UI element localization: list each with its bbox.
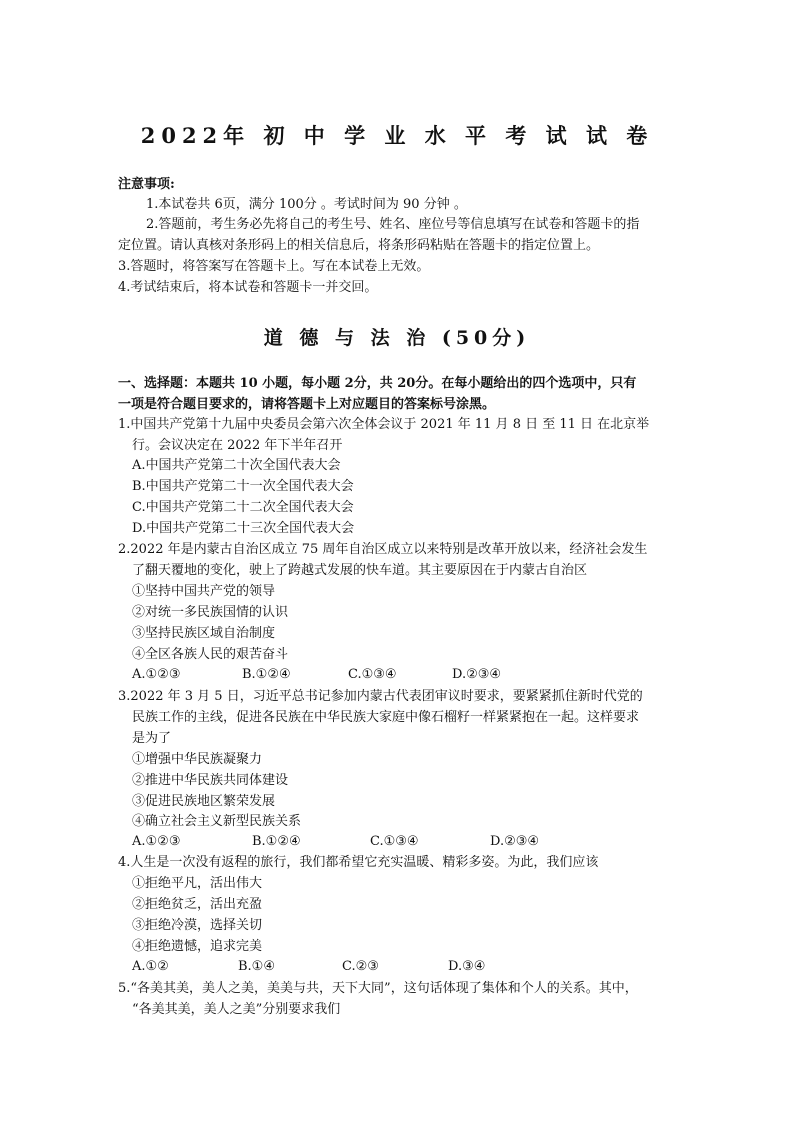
question-3-item: ④确立社会主义新型民族关系 xyxy=(132,814,302,829)
question-1-stem: 行。会议决定在 2022 年下半年召开 xyxy=(132,438,343,453)
notice-item: 2.答题前，考生务必先将自己的考生号、姓名、座位号等信息填写在试卷和答题卡的指 xyxy=(146,217,640,232)
question-4-stem: 4.人生是一次没有返程的旅行，我们都希望它充实温暖、精彩多姿。为此，我们应该 xyxy=(118,855,599,870)
choice-b: B.①②④ xyxy=(252,834,301,849)
question-1-stem: 1.中国共产党第十九届中央委员会第六次全体会议于 2021 年 11 月 8 日 至 11 日 在北京举 xyxy=(118,417,650,432)
question-2-item: ④全区各族人民的艰苦奋斗 xyxy=(132,647,289,662)
question-3-item: ③促进民族地区繁荣发展 xyxy=(132,794,276,809)
choice-d: D.③④ xyxy=(448,959,486,974)
question-2-stem: 了翻天覆地的变化，驶上了跨越式发展的快车道。其主要原因在于内蒙古自治区 xyxy=(132,563,588,578)
question-2-item: ③坚持民族区域自治制度 xyxy=(132,626,276,641)
question-3-stem: 3.2022 年 3 月 5 日，习近平总书记参加内蒙古代表团审议时要求，要紧紧抓住新时代党的 xyxy=(118,689,643,704)
notice-heading: 注意事项: xyxy=(118,177,175,192)
question-3-choices xyxy=(132,833,539,851)
question-4-choices xyxy=(132,958,485,976)
section-instruction: 一项是符合题目要求的，请将答题卡上对应题目的答案标号涂黑。 xyxy=(118,397,496,412)
notice-item: 定位置。请认真核对条形码上的相关信息后，将条形码粘贴在答题卡的指定位置上。 xyxy=(118,238,600,253)
question-2-choices xyxy=(132,666,501,684)
choice-b: B.①④ xyxy=(238,959,275,974)
choice-d: D.②③④ xyxy=(452,667,502,682)
question-3-stem: 是为了 xyxy=(132,731,172,746)
question-5-stem: “各美其美，美人之美”分别要求我们 xyxy=(132,1002,341,1017)
question-5-stem: 5.“各美其美，美人之美，美美与共，天下大同”，这句话体现了集体和个人的关系。其中， xyxy=(118,981,638,996)
subject-title: 道 德 与 法 治 (50分) xyxy=(263,327,531,349)
question-1-option: A.中国共产党第二十次全国代表大会 xyxy=(132,458,341,473)
choice-a: A.①②③ xyxy=(132,667,181,682)
choice-a: A.①② xyxy=(132,959,169,974)
question-2-item: ①坚持中国共产党的领导 xyxy=(132,584,276,599)
choice-c: C.①③④ xyxy=(348,667,397,682)
choice-c: C.①③④ xyxy=(370,834,419,849)
question-3-item: ②推进中华民族共同体建设 xyxy=(132,773,289,788)
question-1-option: D.中国共产党第二十三次全国代表大会 xyxy=(132,521,355,536)
notice-item: 1.本试卷共 6页，满分 100分 。考试时间为 90 分钟 。 xyxy=(146,197,467,212)
question-1-option: B.中国共产党第二十一次全国代表大会 xyxy=(132,479,354,494)
question-2-stem: 2.2022 年是内蒙古自治区成立 75 周年自治区成立以来特别是改革开放以来，经济社会发生 xyxy=(118,542,648,557)
question-4-item: ④拒绝遗憾，追求完美 xyxy=(132,939,263,954)
choice-d: D.②③④ xyxy=(490,834,540,849)
exam-title: 2022年 初 中 学 业 水 平 考 试 试 卷 xyxy=(140,123,654,148)
question-3-stem: 民族工作的主线，促进各民族在中华民族大家庭中像石榴籽一样紧紧抱在一起。这样要求 xyxy=(132,710,640,725)
question-4-item: ②拒绝贫乏，活出充盈 xyxy=(132,897,263,912)
question-3-item: ①增强中华民族凝聚力 xyxy=(132,752,263,767)
question-4-item: ①拒绝平凡，活出伟大 xyxy=(132,876,263,891)
question-2-item: ②对统一多民族国情的认识 xyxy=(132,605,289,620)
notice-item: 4.考试结束后，将本试卷和答题卡一并交回。 xyxy=(118,280,378,295)
section-instruction: 一、选择题：本题共 10 小题，每小题 2分，共 20分。在每小题给出的四个选项中，只有 xyxy=(118,376,637,391)
question-4-item: ③拒绝冷漠，选择关切 xyxy=(132,918,263,933)
notice-item: 3.答题时，将答案写在答题卡上。写在本试卷上无效。 xyxy=(118,259,430,274)
question-1-option: C.中国共产党第二十二次全国代表大会 xyxy=(132,500,354,515)
choice-b: B.①②④ xyxy=(242,667,291,682)
choice-a: A.①②③ xyxy=(132,834,181,849)
choice-c: C.②③ xyxy=(342,959,379,974)
